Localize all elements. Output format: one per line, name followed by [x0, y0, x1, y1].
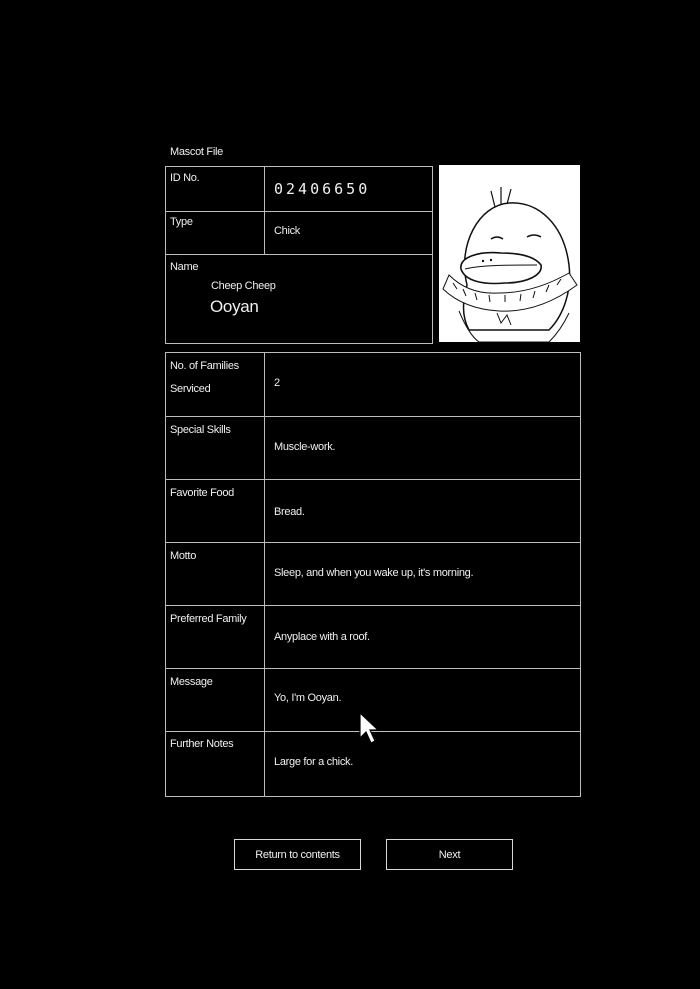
name-subtitle: Cheep Cheep: [211, 280, 276, 292]
skills-row: [166, 416, 580, 479]
skills-label: Special Skills: [170, 424, 231, 436]
type-label: Type: [170, 216, 193, 228]
motto-row: [166, 542, 580, 605]
id-info-table: [165, 166, 433, 344]
chick-mascot-icon: [439, 165, 580, 342]
message-label: Message: [170, 676, 213, 688]
next-button[interactable]: Next: [386, 839, 513, 870]
skills-value: Muscle-work.: [274, 441, 336, 453]
type-row: [166, 211, 432, 254]
mascot-portrait: [439, 165, 580, 342]
name-value: Ooyan: [210, 297, 259, 316]
message-value: Yo, I'm Ooyan.: [274, 692, 342, 704]
motto-value: Sleep, and when you wake up, it's morning.: [274, 567, 474, 579]
name-label: Name: [170, 261, 199, 273]
mouse-cursor-icon: [359, 712, 381, 746]
preferred-family-row: [166, 605, 580, 668]
type-value: Chick: [274, 225, 301, 237]
id-label: ID No.: [170, 172, 200, 184]
food-value: Bread.: [274, 506, 305, 518]
food-label: Favorite Food: [170, 487, 234, 499]
families-label-line2: Serviced: [170, 383, 211, 395]
id-value: 02406650: [274, 180, 371, 198]
preferred-family-value: Anyplace with a roof.: [274, 631, 370, 643]
preferred-family-label: Preferred Family: [170, 613, 247, 625]
name-row: [166, 255, 432, 343]
families-value: 2: [274, 377, 280, 389]
file-title: Mascot File: [170, 146, 223, 158]
notes-label: Further Notes: [170, 738, 234, 750]
motto-label: Motto: [170, 550, 197, 562]
families-row: [166, 353, 580, 416]
id-row: [166, 167, 432, 211]
food-row: [166, 479, 580, 542]
return-to-contents-button[interactable]: Return to contents: [234, 839, 361, 870]
families-label-line1: No. of Families: [170, 360, 239, 372]
notes-value: Large for a chick.: [274, 756, 353, 768]
